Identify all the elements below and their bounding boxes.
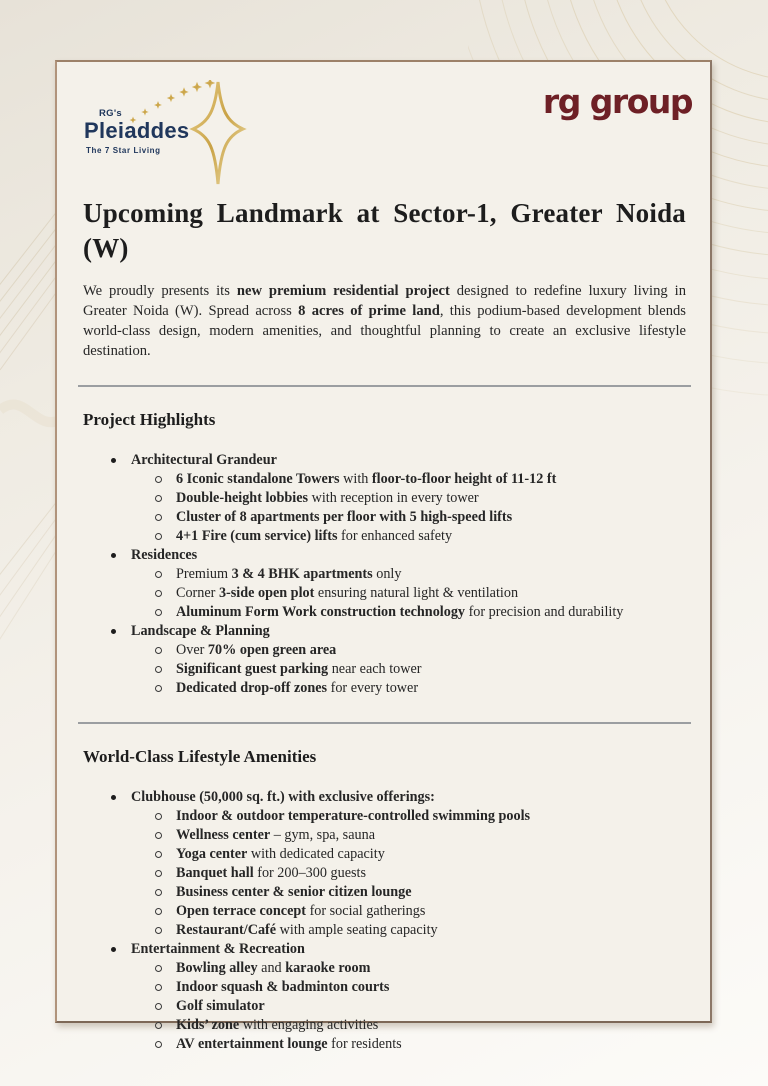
list-subitem bbox=[83, 641, 686, 660]
list-subitem bbox=[83, 997, 686, 1016]
text-segment: Bowling alley bbox=[176, 960, 258, 976]
list-subitem bbox=[83, 921, 686, 940]
text-segment: Golf simulator bbox=[176, 998, 265, 1014]
text-segment: We proudly presents its bbox=[83, 283, 237, 299]
section-divider bbox=[78, 722, 691, 724]
bullet-list bbox=[83, 788, 686, 1054]
list-subitem bbox=[83, 864, 686, 883]
text-segment: Significant guest parking bbox=[176, 661, 329, 677]
sections-container bbox=[83, 385, 686, 1054]
list-subitem bbox=[83, 489, 686, 508]
text-segment: for every tower bbox=[327, 680, 419, 696]
logo-name: Pleiaddes bbox=[84, 118, 190, 143]
text-segment: Cluster of 8 apartments per floor with 5 high-speed lifts bbox=[176, 509, 513, 525]
page-title: Upcoming Landmark at Sector-1, Greater Noida (W) bbox=[83, 198, 686, 263]
text-segment: Entertainment & Recreation bbox=[131, 941, 305, 957]
text-segment: Over bbox=[176, 642, 208, 658]
pleiaddes-logo bbox=[83, 77, 258, 183]
list-subitem bbox=[83, 807, 686, 826]
text-segment: Indoor squash & badminton courts bbox=[176, 979, 390, 995]
text-segment: 8 acres of prime land bbox=[298, 303, 440, 319]
list-item bbox=[83, 546, 686, 565]
list-item bbox=[83, 940, 686, 959]
text-segment: Landscape & Planning bbox=[131, 623, 270, 639]
list-subitem bbox=[83, 902, 686, 921]
text-segment: AV entertainment lounge bbox=[176, 1036, 328, 1052]
list-subitem bbox=[83, 660, 686, 679]
text-segment: , this podium-based development blends world-class design, modern amenities, and thoughtful planning to create an exclusive lifestyle destination. bbox=[83, 303, 686, 359]
text-segment: with reception in every tower bbox=[308, 490, 479, 506]
text-segment: 3-side open plot bbox=[218, 585, 315, 601]
text-segment: with dedicated capacity bbox=[247, 846, 385, 862]
text-segment: Clubhouse (50,000 sq. ft.) bbox=[131, 789, 285, 805]
text-segment: for residents bbox=[327, 1036, 402, 1052]
intro-paragraph bbox=[83, 281, 686, 361]
text-segment: near each tower bbox=[328, 661, 422, 677]
text-segment: Indoor & outdoor temperature-controlled swimming pools bbox=[176, 808, 531, 824]
list-subitem bbox=[83, 527, 686, 546]
text-segment: karaoke room bbox=[285, 960, 371, 976]
list-item bbox=[83, 622, 686, 641]
list-subitem bbox=[83, 826, 686, 845]
list-subitem bbox=[83, 1016, 686, 1035]
list-subitem bbox=[83, 883, 686, 902]
text-segment: designed to redefine luxury living in Greater Noida (W). Spread across bbox=[83, 283, 686, 319]
text-segment: Dedicated drop-off zones bbox=[176, 680, 328, 696]
text-segment: for precision and durability bbox=[465, 604, 624, 620]
list-subitem bbox=[83, 584, 686, 603]
text-segment: Open terrace concept bbox=[176, 903, 307, 919]
document-card bbox=[55, 60, 712, 1052]
text-segment: 6 Iconic standalone Towers bbox=[176, 471, 340, 487]
list-subitem bbox=[83, 1035, 686, 1054]
list-subitem bbox=[83, 679, 686, 698]
list-item bbox=[83, 451, 686, 470]
text-segment: Double-height lobbies bbox=[176, 490, 309, 506]
text-segment: – gym, spa, sauna bbox=[270, 827, 375, 843]
text-segment: with engaging activities bbox=[239, 1017, 379, 1033]
seven-stars-icon bbox=[130, 80, 216, 124]
list-subitem bbox=[83, 959, 686, 978]
text-segment: for social gatherings bbox=[306, 903, 426, 919]
text-segment: Yoga center bbox=[176, 846, 248, 862]
list-subitem bbox=[83, 603, 686, 622]
text-segment: and bbox=[257, 960, 286, 976]
list-subitem bbox=[83, 845, 686, 864]
text-segment: ensuring natural light & ventilation bbox=[314, 585, 519, 601]
text-segment: Residences bbox=[131, 547, 198, 563]
text-segment: for enhanced safety bbox=[337, 528, 453, 544]
text-segment: only bbox=[372, 566, 402, 582]
bullet-list bbox=[83, 451, 686, 698]
text-segment: floor-to-floor height of 11-12 ft bbox=[371, 471, 557, 487]
list-subitem bbox=[83, 508, 686, 527]
text-segment: Restaurant/Café bbox=[176, 922, 277, 938]
text-segment: with exclusive offerings: bbox=[284, 789, 435, 805]
list-subitem bbox=[83, 978, 686, 997]
content-section bbox=[83, 722, 686, 1054]
list-subitem bbox=[83, 470, 686, 489]
text-segment: with ample seating capacity bbox=[276, 922, 438, 938]
text-segment: Kids’ zone bbox=[176, 1017, 240, 1033]
header bbox=[83, 77, 692, 183]
section-divider bbox=[78, 385, 691, 387]
text-segment: Premium bbox=[176, 566, 232, 582]
list-item bbox=[83, 788, 686, 807]
section-heading: World-Class Lifestyle Amenities bbox=[83, 747, 317, 766]
text-segment: for 200–300 guests bbox=[253, 865, 366, 881]
list-subitem bbox=[83, 565, 686, 584]
text-segment: with bbox=[339, 471, 372, 487]
text-segment: Business center & senior citizen lounge bbox=[176, 884, 412, 900]
logo-tagline: The 7 Star Living bbox=[86, 146, 161, 155]
text-segment: 4+1 Fire (cum service) lifts bbox=[176, 528, 338, 544]
content-section bbox=[83, 385, 686, 698]
text-segment: Banquet hall bbox=[176, 865, 254, 881]
text-segment: new premium residential project bbox=[236, 283, 450, 299]
rg-group-logo: rg group bbox=[542, 82, 692, 121]
text-segment: Aluminum Form Work construction technology bbox=[176, 604, 466, 620]
text-segment: Wellness center bbox=[176, 827, 271, 843]
section-heading: Project Highlights bbox=[83, 410, 216, 429]
text-segment: 3 & 4 BHK apartments bbox=[231, 566, 373, 582]
text-segment: 70% open green area bbox=[207, 642, 337, 658]
logo-prefix: RG's bbox=[99, 108, 122, 119]
text-segment: Corner bbox=[176, 585, 219, 601]
text-segment: Architectural Grandeur bbox=[131, 452, 277, 468]
background-lines-left bbox=[0, 60, 60, 760]
